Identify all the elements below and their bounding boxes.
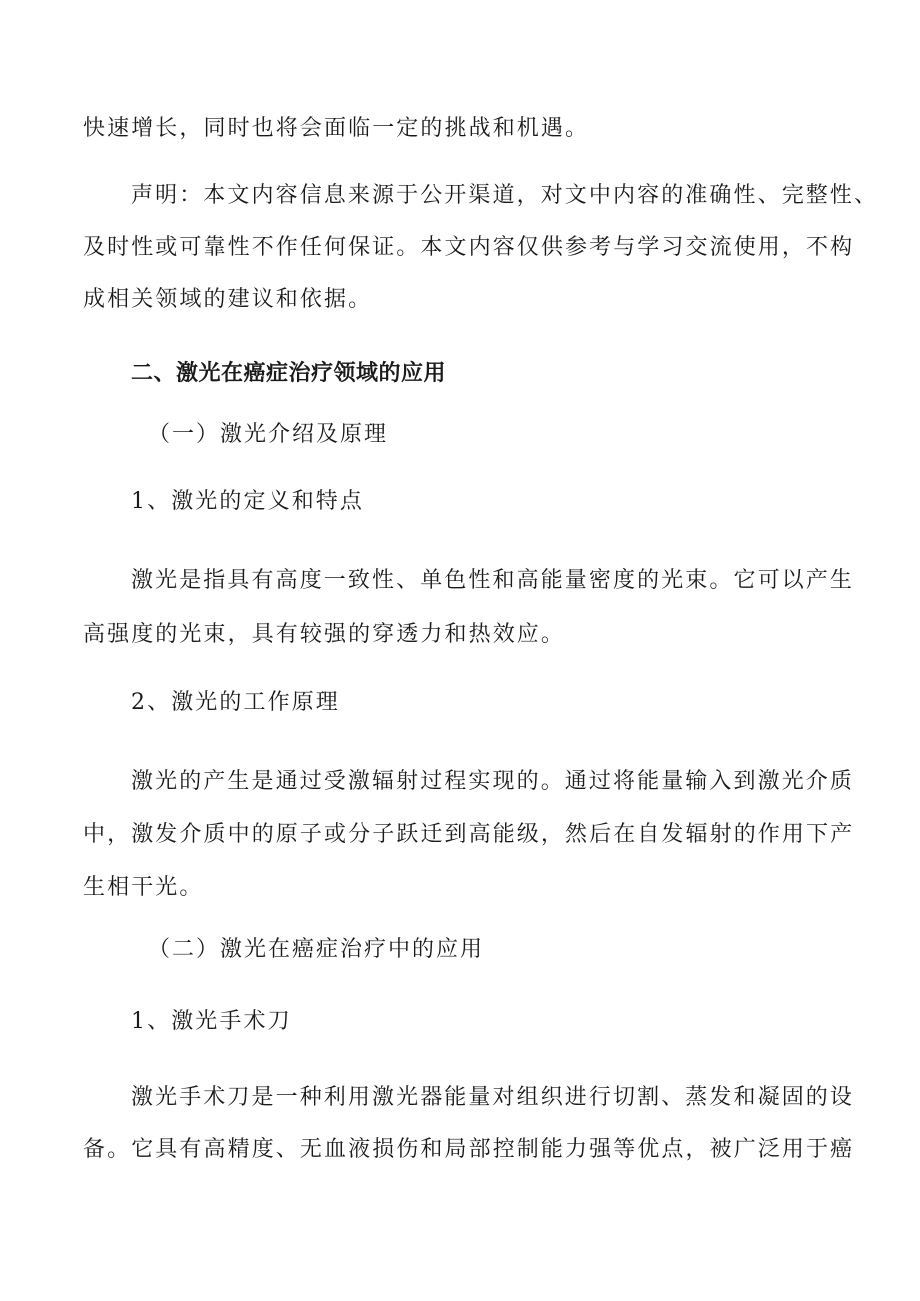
subsection-title-2: （二）激光在癌症治疗中的应用 (148, 937, 485, 962)
disclaimer-line-2: 及时性或可靠性不作任何保证。本文内容仅供参考与学习交流使用，不构 (83, 235, 855, 260)
item-3-body-line-1: 激光手术刀是一种利用激光器能量对组织进行切割、蒸发和凝固的设 (131, 1085, 855, 1110)
item-3-title: 1、激光手术刀 (131, 1009, 292, 1034)
item-2-title: 2、激光的工作原理 (131, 690, 340, 715)
paragraph-intro-tail: 快速增长，同时也将会面临一定的挑战和机遇。 (83, 116, 590, 141)
disclaimer-line-1: 声明：本文内容信息来源于公开渠道，对文中内容的准确性、完整性、 (131, 183, 879, 208)
disclaimer-line-3: 成相关领域的建议和依据。 (83, 287, 373, 312)
subsection-title-1: （一）激光介绍及原理 (148, 422, 389, 447)
item-1-title: 1、激光的定义和特点 (131, 489, 364, 514)
item-2-body-line-3: 生相干光。 (83, 875, 204, 900)
item-1-body-line-2: 高强度的光束，具有较强的穿透力和热效应。 (83, 622, 566, 647)
section-title: 二、激光在癌症治疗领域的应用 (131, 361, 447, 386)
item-2-body-line-2: 中，激发介质中的原子或分子跃迁到高能级，然后在自发辐射的作用下产 (83, 822, 855, 847)
item-2-body-line-1: 激光的产生是通过受激辐射过程实现的。通过将能量输入到激光介质 (131, 769, 855, 794)
item-1-body-line-1: 激光是指具有高度一致性、单色性和高能量密度的光束。它可以产生 (131, 568, 855, 593)
item-3-body-line-2: 备。它具有高精度、无血液损伤和局部控制能力强等优点，被广泛用于癌 (83, 1137, 855, 1162)
